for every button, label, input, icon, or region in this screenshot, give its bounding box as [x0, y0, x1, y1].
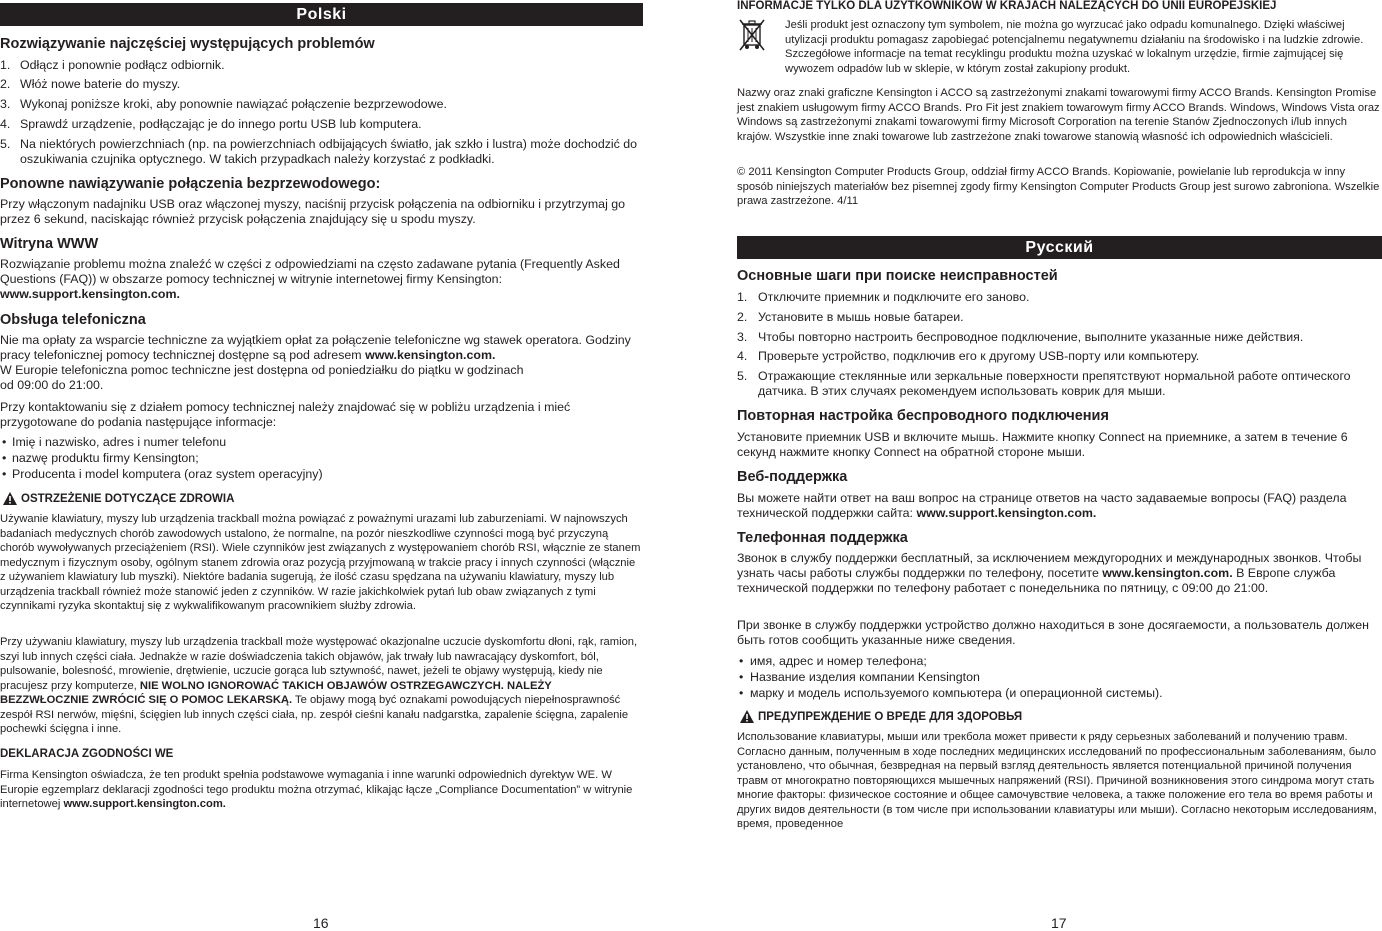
phone-text-pl: Nie ma opłaty za wsparcie techniczne za wyjątkiem opłat za połączenie telefoniczne wg stawek operatora. Godziny pracy telefonicznej pomocy technicznej dostępne są pod adresem www.kensington.com. W Europie telefoniczna pomoc techniczne jest dostępna od poniedziałku do piątku w godzinach od 09:00 do 21:00.	[0, 333, 631, 392]
kensington-link[interactable]: www.kensington.com.	[365, 348, 496, 362]
list-item: 2. Włóż nowe baterie do myszy.	[0, 77, 181, 91]
troubleshoot-title-pl: Rozwiązywanie najczęściej występujących problemów	[0, 36, 375, 52]
list-item: 1. Odłącz i ponownie podłącz odbiornik.	[0, 58, 225, 72]
health-warning-title-pl: OSTRZEŻENIE DOTYCZĄCE ZDROWIA	[3, 492, 234, 505]
eu-text: Jeśli produkt jest oznaczony tym symbolem, nie można go wyrzucać jako odpadu komunalnego. Dzięki właściwej utylizacji produktu pomagasz zapobiegać potencjalnemu negatywnemu działaniu na środowisko i na ludzkie zdrowie. Szczegółowe informacje na temat recyklingu produktu można uzyskać w lokalnym urzędzie, firmie zajmującej się wywozem odpadów lub w sklepie, w którym został zakupiony produkt.	[785, 19, 1364, 75]
warning-icon	[740, 710, 754, 723]
list-item: 4. Проверьте устройство, подключив его к другому USB-порту или компьютеру.	[737, 349, 1200, 363]
page-number: 16	[313, 915, 329, 931]
copyright-text: © 2011 Kensington Computer Products Group, oddział firmy ACCO Brands. Kopiowanie, powielanie lub reprodukcja w inny sposób niniejszych materiałów bez pisemnej zgody firmy Kensington Computer Products Group jest surowo zabroniona. Wszelkie prawa zastrzeżone. 4/11	[737, 166, 1380, 207]
web-text-pl: Rozwiązanie problemu można znaleźć w części z odpowiedziami na często zadawane pytania (Frequently Asked Questions (FAQ)) w obszarze pomocy technicznej w witrynie internetowej firmy Kensington: www.support.kensington.com.	[0, 257, 620, 301]
troubleshoot-title-ru: Основные шаги при поиске неисправностей	[737, 268, 1058, 284]
web-title-ru: Веб-поддержка	[737, 469, 848, 485]
list-item: • Название изделия компании Kensington	[739, 670, 980, 684]
reconnect-title-ru: Повторная настройка беспроводного подключения	[737, 408, 1109, 424]
list-item: • Imię i nazwisko, adres i numer telefonu	[2, 435, 227, 449]
list-item: • имя, адрес и номер телефона;	[739, 654, 927, 668]
warning-icon	[3, 492, 17, 505]
support-link[interactable]: www.support.kensington.com.	[0, 287, 180, 301]
trademarks-text: Nazwy oraz znaki graficzne Kensington i ACCO są zastrzeżonymi znakami towarowymi firmy ACCO Brands. Kensington Promise jest znakiem usługowym firmy ACCO Brands. Pro Fit jest znakiem towarowym firmy ACCO Brands. Windows, Windows Vista oraz Windows są zastrzeżonymi znakami towarowymi firmy Microsoft Corporation na terenie Stanów Zjednoczonych i/lub innych krajów. Wszystkie inne znaki towarowe lub zastrzeżone znaki towarowe stanowią własność ich odpowiednich właścicieli.	[737, 87, 1380, 143]
health-text-pl: Używanie klawiatury, myszy lub urządzenia trackball można powiązać z poważnymi urazami lub zaburzeniami. W najnowszych badaniach medycznych chorób zawodowych ustalono, że normalne, na pozór nieszkodliwe czynności mogą być przyczyną chorób wywoływanych przeciążeniem (RSI). Wiele czynników jest związanych z występowaniem chorób RSI, włącznie ze stanem medycznym i fizycznym osoby, ogólnym stanem zdrowia oraz pozycją przyjmowaną w trakcie pracy i innych czynności (włącznie z używaniem klawiatury lub myszki). Niektóre badania sugerują, że ilość czasu spędzana na używaniu klawiatury, myszy lub urządzenia trackball również może stanowić jeden z czynników. W razie jakichkolwiek pytań lub obaw związanych z tymi czynnikami ryzyka skontaktuj się z wykwalifikowanym pracownikiem służby zdrowia.	[0, 513, 641, 612]
list-item: • марку и модель используемого компьютера (и операционной системы).	[739, 686, 1163, 700]
kensington-link[interactable]: www.kensington.com.	[1102, 566, 1233, 580]
list-item: 5. Na niektórych powierzchniach (np. na powierzchniach odbijających światło, jak szkło i lustra) może dochodzić do oszukiwania czujnika optycznego. W takich przypadkach należy korzystać z podkładki.	[0, 137, 638, 166]
health-text2-pl: Przy używaniu klawiatury, myszy lub urządzenia trackball może występować okazjonalne uczucie dyskomfortu dłoni, rąk, ramion, szyi lub innych części ciała. Jednakże w razie doświadczenia takich objawów, jak trwały lub nawracający dyskomfort, ból, pulsowanie, bolesność, mrowienie, drętwienie, uczucie gorąca lub sztywność, nawet, jeżeli te objawy występują, kiedy nie pracujesz przy komputerze, NIE WOLNO IGNOROWAĆ TAKICH OBJAWÓW OSTRZEGAWCZYCH. NALEŻY BEZZWŁOCZNIE ZWRÓCIĆ SIĘ O POMOC LEKARSKĄ. Te objawy mogą być oznakami powodujących niepełnosprawność zespół RSI nerwów, mięśni, ścięgien lub innych części ciała, np. zespół cieśni kanału nadgarstka, zapalenie ścięgna, zapalenie pochewki ścięgna i inne.	[0, 636, 638, 735]
health-warning-title-ru: ПРЕДУПРЕЖДЕНИЕ О ВРЕДЕ ДЛЯ ЗДОРОВЬЯ	[740, 710, 1022, 723]
list-item: 3. Чтобы повторно настроить беспроводное подключение, выполните указанные ниже действия.	[737, 330, 1304, 344]
page-number: 17	[1051, 915, 1067, 931]
list-item: 4. Sprawdź urządzenie, podłączając je do innego portu USB lub komputera.	[0, 117, 422, 131]
phone-title-ru: Телефонная поддержка	[737, 530, 908, 546]
reconnect-title-pl: Ponowne nawiązywanie połączenia bezprzewodowego:	[0, 176, 381, 192]
list-item: 2. Установите в мышь новые батареи.	[737, 310, 964, 324]
health-text-ru: Использование клавиатуры, мыши или трекбола может привести к ряду серьезных заболеваний и получению травм. Согласно данным, полученным в ходе последних медицинских исследований по профессиональным заболеваниям, было установлено, что обычная, безвредная на первый взгляд деятельность является потенциальной причиной получения травм от многократно повторяющихся мышечных напряжений (RSI). Причиной возникновения этого синдрома могут стать многие факторы: физическое состояние и общее самочувствие человека, а также положение его тела во время работы и других видов деятельности (в том числе при использовании клавиатуры или мыши). Согласно некоторым исследованиям, время, проведенное	[737, 731, 1377, 830]
phone-title-pl: Obsługa telefoniczna	[0, 312, 146, 328]
phone-info-ru: При звонке в службу поддержки устройство должно находиться в зоне досягаемости, а пользователь должен быть готов сообщить указанные ниже сведения.	[737, 618, 1369, 647]
list-item: 3. Wykonaj poniższe kroki, aby ponownie nawiązać połączenie bezprzewodowe.	[0, 97, 447, 111]
phone-text-ru: Звонок в службу поддержки бесплатный, за исключением междугородних и международных звонков. Чтобы узнать часы работы службы поддержки по телефону, посетите www.kensington.com. В Европе служба технической поддержки по телефону работает с понедельника по пятницу, с 09:00 до 21:00.	[737, 551, 1362, 595]
conformity-title-pl: DEKLARACJA ZGODNOŚCI WE	[0, 748, 174, 760]
list-item: 1. Отключите приемник и подключите его заново.	[737, 290, 1030, 304]
support-link[interactable]: www.support.kensington.com.	[63, 798, 226, 810]
web-title-pl: Witryna WWW	[0, 236, 99, 252]
support-link[interactable]: www.support.kensington.com.	[916, 506, 1097, 520]
phone-info-pl: Przy kontaktowaniu się z działem pomocy technicznej należy znajdować się w pobliżu urządzenia i mieć przygotowane do podania następujące informacje:	[0, 400, 571, 429]
web-text-ru: Вы можете найти ответ на ваш вопрос на странице ответов на часто задаваемые вопросы (FAQ) раздела технической поддержки сайта: www.support.kensington.com.	[737, 491, 1347, 520]
reconnect-text-ru: Установите приемник USB и включите мышь. Нажмите кнопку Connect на приемнике, а затем в течение 6 секунд нажмите кнопку Connect на обратной стороне мыши.	[737, 430, 1348, 459]
list-item: • nazwę produktu firmy Kensington;	[2, 451, 199, 465]
list-item: • Producenta i model komputera (oraz system operacyjny)	[2, 467, 323, 481]
language-band-polski: Polski	[0, 3, 643, 26]
language-band-russian: Русский	[737, 236, 1382, 259]
conformity-text-pl: Firma Kensington oświadcza, że ten produkt spełnia podstawowe wymagania i inne warunki odpowiednich dyrektyw WE. W Europie egzemplarz deklaracji zgodności tego produktu można otrzymać, klikając łącze „Compliance Documentation” w witrynie internetowej www.support.kensington.com.	[0, 769, 633, 810]
weee-bin-icon	[739, 18, 765, 52]
eu-title: INFORMACJE TYLKO DLA UŻYTKOWNIKÓW W KRAJACH NALEŻĄCYCH DO UNII EUROPEJSKIEJ	[737, 0, 1277, 12]
reconnect-text-pl: Przy włączonym nadajniku USB oraz włączonej myszy, naciśnij przycisk połączenia na odbiorniku i przytrzymaj go przez 6 sekund, naciskając również przycisk połączenia znajdujący się u spodu myszy.	[0, 197, 626, 226]
list-item: 5. Отражающие стеклянные или зеркальные поверхности препятствуют нормальной работе оптического датчика. В этих случаях рекомендуем использовать коврик для мыши.	[737, 369, 1351, 398]
